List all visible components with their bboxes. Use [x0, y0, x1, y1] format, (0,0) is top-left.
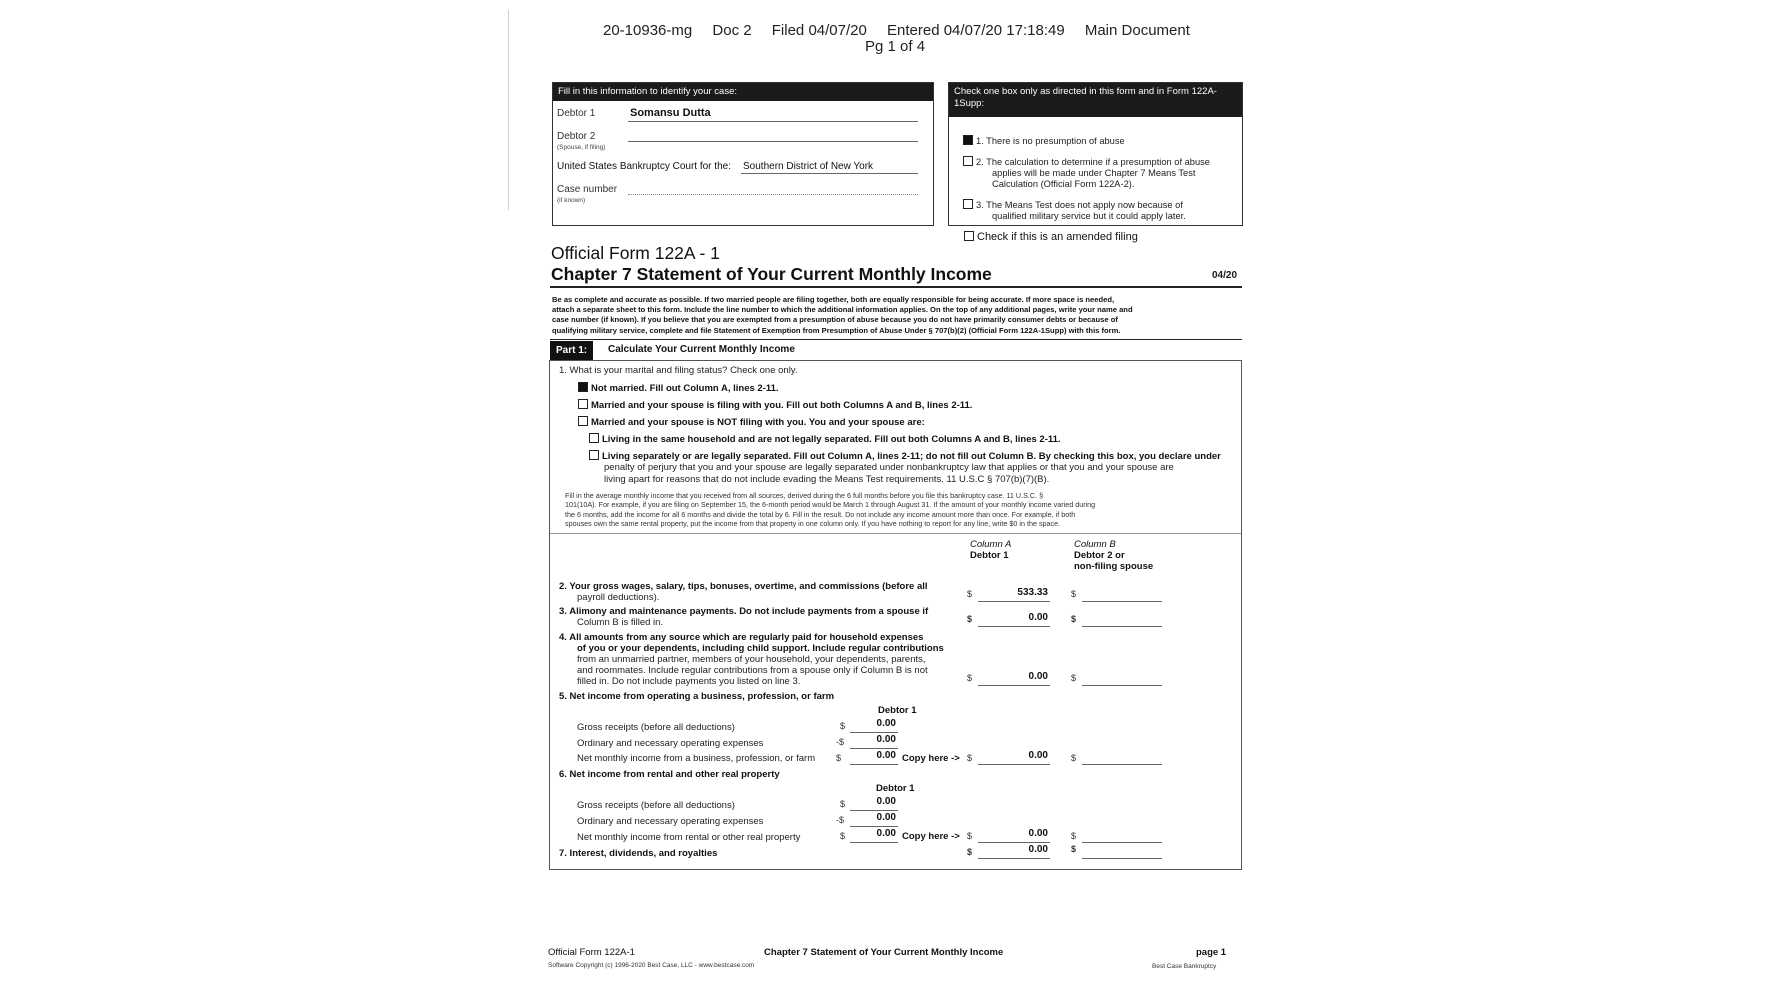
checkbox-unchecked[interactable] — [963, 199, 973, 209]
line7-col-b-field[interactable] — [1082, 858, 1162, 859]
line6-col-a-dollar: $ — [967, 831, 973, 841]
debtor2-line — [628, 141, 918, 142]
court-filing-header — [603, 22, 1206, 39]
line4-col-a-dollar: $ — [967, 673, 973, 683]
case-number-sublabel: (if known) — [557, 197, 586, 204]
q1-option-living-separately: Living separately or are legally separated. Fill out Column A, lines 2-11; do not fill out Column B. By checking this box, you declare under — [589, 450, 1221, 462]
line7-col-b-dollar: $ — [1071, 844, 1077, 854]
presumption-check-panel — [948, 82, 1243, 226]
line2-col-a-value[interactable]: 533.33 — [1017, 587, 1048, 598]
line5-gross-line — [850, 732, 898, 733]
line4-text-4: and roommates. Include regular contributions from a spouse only if Column B is not — [577, 665, 928, 676]
line2-col-a-dollar: $ — [967, 589, 973, 599]
debtor2-sublabel: (Spouse, if filing) — [557, 144, 606, 151]
line3-text-cont: Column B is filled in. — [577, 617, 664, 628]
part1-title: Calculate Your Current Monthly Income — [608, 344, 795, 355]
checkbox-unchecked[interactable] — [589, 433, 599, 443]
line5-copy-here: Copy here -> — [902, 753, 960, 764]
court-line — [741, 173, 918, 174]
line7-col-a-line — [978, 858, 1050, 859]
option-means-test-not-apply: 3. The Means Test does not apply now because of qualified military service but it could apply later. — [963, 199, 1186, 222]
part1-label: Part 1: — [550, 341, 593, 360]
option-no-presumption: 1. There is no presumption of abuse — [963, 135, 1125, 147]
part1-header — [550, 339, 1242, 360]
line6-gross-line — [850, 810, 898, 811]
line4-text: 4. All amounts from any source which are regularly paid for household expenses — [559, 632, 924, 643]
line5-net-label: Net monthly income from a business, profession, or farm — [577, 753, 816, 764]
checkbox-checked[interactable] — [963, 135, 973, 145]
entered-date-text: Entered 04/07/20 17:18:49 — [887, 22, 1065, 39]
line6-expenses-dollar: -$ — [836, 815, 845, 825]
line6-col-b-dollar: $ — [1071, 831, 1077, 841]
footer-page-number: page 1 — [1196, 947, 1227, 958]
case-number-text: 20-10936-mg — [603, 22, 693, 39]
form-version: 04/20 — [1212, 270, 1238, 281]
line6-net-label: Net monthly income from rental or other real property — [577, 832, 801, 843]
line5-col-a-line — [978, 764, 1050, 765]
footer-form-number: Official Form 122A-1 — [548, 947, 635, 958]
checkbox-unchecked[interactable] — [963, 156, 973, 166]
debtor2-label: Debtor 2 — [557, 131, 596, 142]
line6-copy-here: Copy here -> — [902, 831, 960, 842]
form-intro-text: Be as complete and accurate as possible. If two married people are filing together, both are equally responsible for being accurate. If more space is needed, attach a separate sheet to this form. Include the line number to which the additional information applies. On the top of any additional pages, write your name and case number (if known). If you believe that you are exempted from a presumption of abuse because you do not have primarily consumer debts or because of qualifying military service, complete and file Statement of Exemption from Presumption of Abuse Under § 707(b)(2) (Official Form 122A-1Supp) with this form. — [552, 295, 1133, 335]
line3-text: 3. Alimony and maintenance payments. Do not include payments from a spouse if — [559, 606, 929, 617]
line5-expenses-label: Ordinary and necessary operating expenses — [577, 738, 764, 749]
line6-net-value[interactable]: 0.00 — [876, 828, 896, 839]
q1-option-married-joint: Married and your spouse is filing with you. Fill out both Columns A and B, lines 2-11. — [578, 399, 972, 411]
page-count-text: Pg 1 of 4 — [865, 38, 926, 55]
line5-expenses-dollar: -$ — [836, 737, 845, 747]
line3-col-a-value[interactable]: 0.00 — [1028, 612, 1048, 623]
footer-form-title: Chapter 7 Statement of Your Current Monthly Income — [764, 947, 1004, 958]
checkbox-unchecked[interactable] — [589, 450, 599, 460]
line6-col-a-line — [978, 842, 1050, 843]
debtor1-line — [628, 121, 918, 122]
line5-text: 5. Net income from operating a business, profession, or farm — [559, 691, 835, 702]
line4-col-b-field[interactable] — [1082, 685, 1162, 686]
case-number-line — [628, 194, 918, 195]
debtor1-label: Debtor 1 — [557, 108, 596, 119]
line4-text-2: of you or your dependents, including child support. Include regular contributions — [577, 643, 944, 654]
footer-brand: Best Case Bankruptcy — [1152, 963, 1217, 970]
line7-col-a-dollar: $ — [967, 847, 973, 857]
line4-text-5: filled in. Do not include payments you listed on line 3. — [577, 676, 801, 687]
line3-col-b-dollar: $ — [1071, 614, 1077, 624]
case-number-label: Case number — [557, 184, 618, 195]
footer-copyright: Software Copyright (c) 1996-2020 Best Case, LLC - www.bestcase.com — [548, 962, 755, 969]
line4-col-a-line — [978, 685, 1050, 686]
line2-col-b-field[interactable] — [1082, 601, 1162, 602]
q1-option-same-household: Living in the same household and are not legally separated. Fill out both Columns A and B, lines 2-11. — [589, 433, 1061, 445]
court-label: United States Bankruptcy Court for the: — [557, 161, 731, 172]
line5-gross-label: Gross receipts (before all deductions) — [577, 722, 735, 733]
q1-option-married-separate: Married and your spouse is NOT filing with you. You and your spouse are: — [578, 416, 925, 428]
line3-col-b-field[interactable] — [1082, 626, 1162, 627]
id-box-heading: Fill in this information to identify your case: — [553, 83, 933, 101]
line6-expenses-label: Ordinary and necessary operating expenses — [577, 816, 764, 827]
debtor1-value: Somansu Dutta — [630, 107, 711, 119]
line5-col-a-dollar: $ — [967, 753, 973, 763]
line6-gross-value[interactable]: 0.00 — [876, 796, 896, 807]
line3-col-a-dollar: $ — [967, 614, 973, 624]
line5-net-line — [850, 764, 898, 765]
part1-form-box — [549, 360, 1242, 870]
form-number-title: Official Form 122A - 1 — [551, 243, 720, 263]
amended-checkbox[interactable] — [964, 231, 974, 241]
line6-text: 6. Net income from rental and other real property — [559, 769, 780, 780]
instructions-separator — [550, 533, 1241, 534]
column-a-header: Column A Debtor 1 — [970, 539, 1012, 561]
q1-living-separately-line3: living apart for reasons that do not include evading the Means Test requirements. 11 U.S.C § 707(b)(7)(B). — [604, 474, 1050, 485]
filed-date-text: Filed 04/07/20 — [771, 22, 867, 39]
line3-col-a-line — [978, 626, 1050, 627]
line6-net-line — [850, 842, 898, 843]
checkbox-unchecked[interactable] — [578, 399, 588, 409]
line6-gross-dollar: $ — [840, 799, 846, 809]
q1-option-not-married: Not married. Fill out Column A, lines 2-11. — [578, 382, 779, 394]
form-title: Chapter 7 Statement of Your Current Monthly Income — [551, 264, 992, 284]
case-identification-box — [552, 82, 934, 226]
checkbox-unchecked[interactable] — [578, 416, 588, 426]
line6-debtor-label: Debtor 1 — [876, 783, 915, 794]
line7-text: 7. Interest, dividends, and royalties — [559, 848, 718, 859]
line5-col-a-value[interactable]: 0.00 — [1028, 750, 1048, 761]
line5-net-dollar: $ — [836, 753, 842, 763]
main-document-text: Main Document — [1084, 22, 1190, 39]
line2-col-a-line — [978, 601, 1050, 602]
line6-expenses-line — [850, 826, 898, 827]
checkbox-checked[interactable] — [578, 382, 588, 392]
line6-gross-label: Gross receipts (before all deductions) — [577, 800, 735, 811]
line5-net-value[interactable]: 0.00 — [876, 750, 896, 761]
line6-expenses-value[interactable]: 0.00 — [876, 812, 896, 823]
line4-text-3: from an unmarried partner, members of your household, your dependents, parents, — [577, 654, 926, 665]
check-panel-heading: Check one box only as directed in this form and in Form 122A-1Supp: — [949, 83, 1242, 117]
title-rule — [550, 286, 1242, 288]
scan-edge-line — [508, 10, 509, 210]
line5-gross-value[interactable]: 0.00 — [876, 718, 896, 729]
option-calculation: 2. The calculation to determine if a presumption of abuse applies will be made under Chapter 7 Means Test Calculation (Official Form 122A-2). — [963, 156, 1210, 190]
q1-text: 1. What is your marital and filing status? Check one only. — [559, 365, 798, 376]
line5-expenses-value[interactable]: 0.00 — [876, 734, 896, 745]
line2-col-b-dollar: $ — [1071, 589, 1077, 599]
average-income-instructions: Fill in the average monthly income that you received from all sources, derived during the 6 full months before you file this bankruptcy case. 11 U.S.C. § 101(10A). For example, if you are filing on September 15, the 6-month period would be March 1 through August 31. If the amount of your monthly income varied during the 6 months, add the income for all 6 months and divide the total by 6. Fill in the result. Do not include any income amount more than once. For example, if both spouses own the same rental property, put the income from that property in one column only. If you have nothing to report for any line, write $0 in the space. — [565, 491, 1096, 529]
line2-text-cont: payroll deductions). — [577, 592, 660, 603]
amended-filing-option: Check if this is an amended filing — [964, 231, 1138, 243]
line5-gross-dollar: $ — [840, 721, 846, 731]
court-value: Southern District of New York — [743, 161, 874, 172]
line5-expenses-line — [850, 748, 898, 749]
line5-debtor-label: Debtor 1 — [878, 705, 917, 716]
line6-col-b-field[interactable] — [1082, 842, 1162, 843]
q1-living-separately-line2: penalty of perjury that you and your spouse are legally separated under nonbankruptcy law that applies or that you and your spouse are — [604, 462, 1174, 473]
line4-col-a-value[interactable]: 0.00 — [1028, 671, 1048, 682]
line7-col-a-value[interactable]: 0.00 — [1028, 844, 1048, 855]
line6-net-dollar: $ — [840, 831, 846, 841]
line2-text: 2. Your gross wages, salary, tips, bonuses, overtime, and commissions (before all — [559, 581, 928, 592]
line5-col-b-dollar: $ — [1071, 753, 1077, 763]
doc-number-text: Doc 2 — [712, 22, 752, 39]
line6-col-a-value[interactable]: 0.00 — [1028, 828, 1048, 839]
line5-col-b-field[interactable] — [1082, 764, 1162, 765]
line4-col-b-dollar: $ — [1071, 673, 1077, 683]
column-b-header: Column B Debtor 2 or non-filing spouse — [1074, 539, 1154, 572]
